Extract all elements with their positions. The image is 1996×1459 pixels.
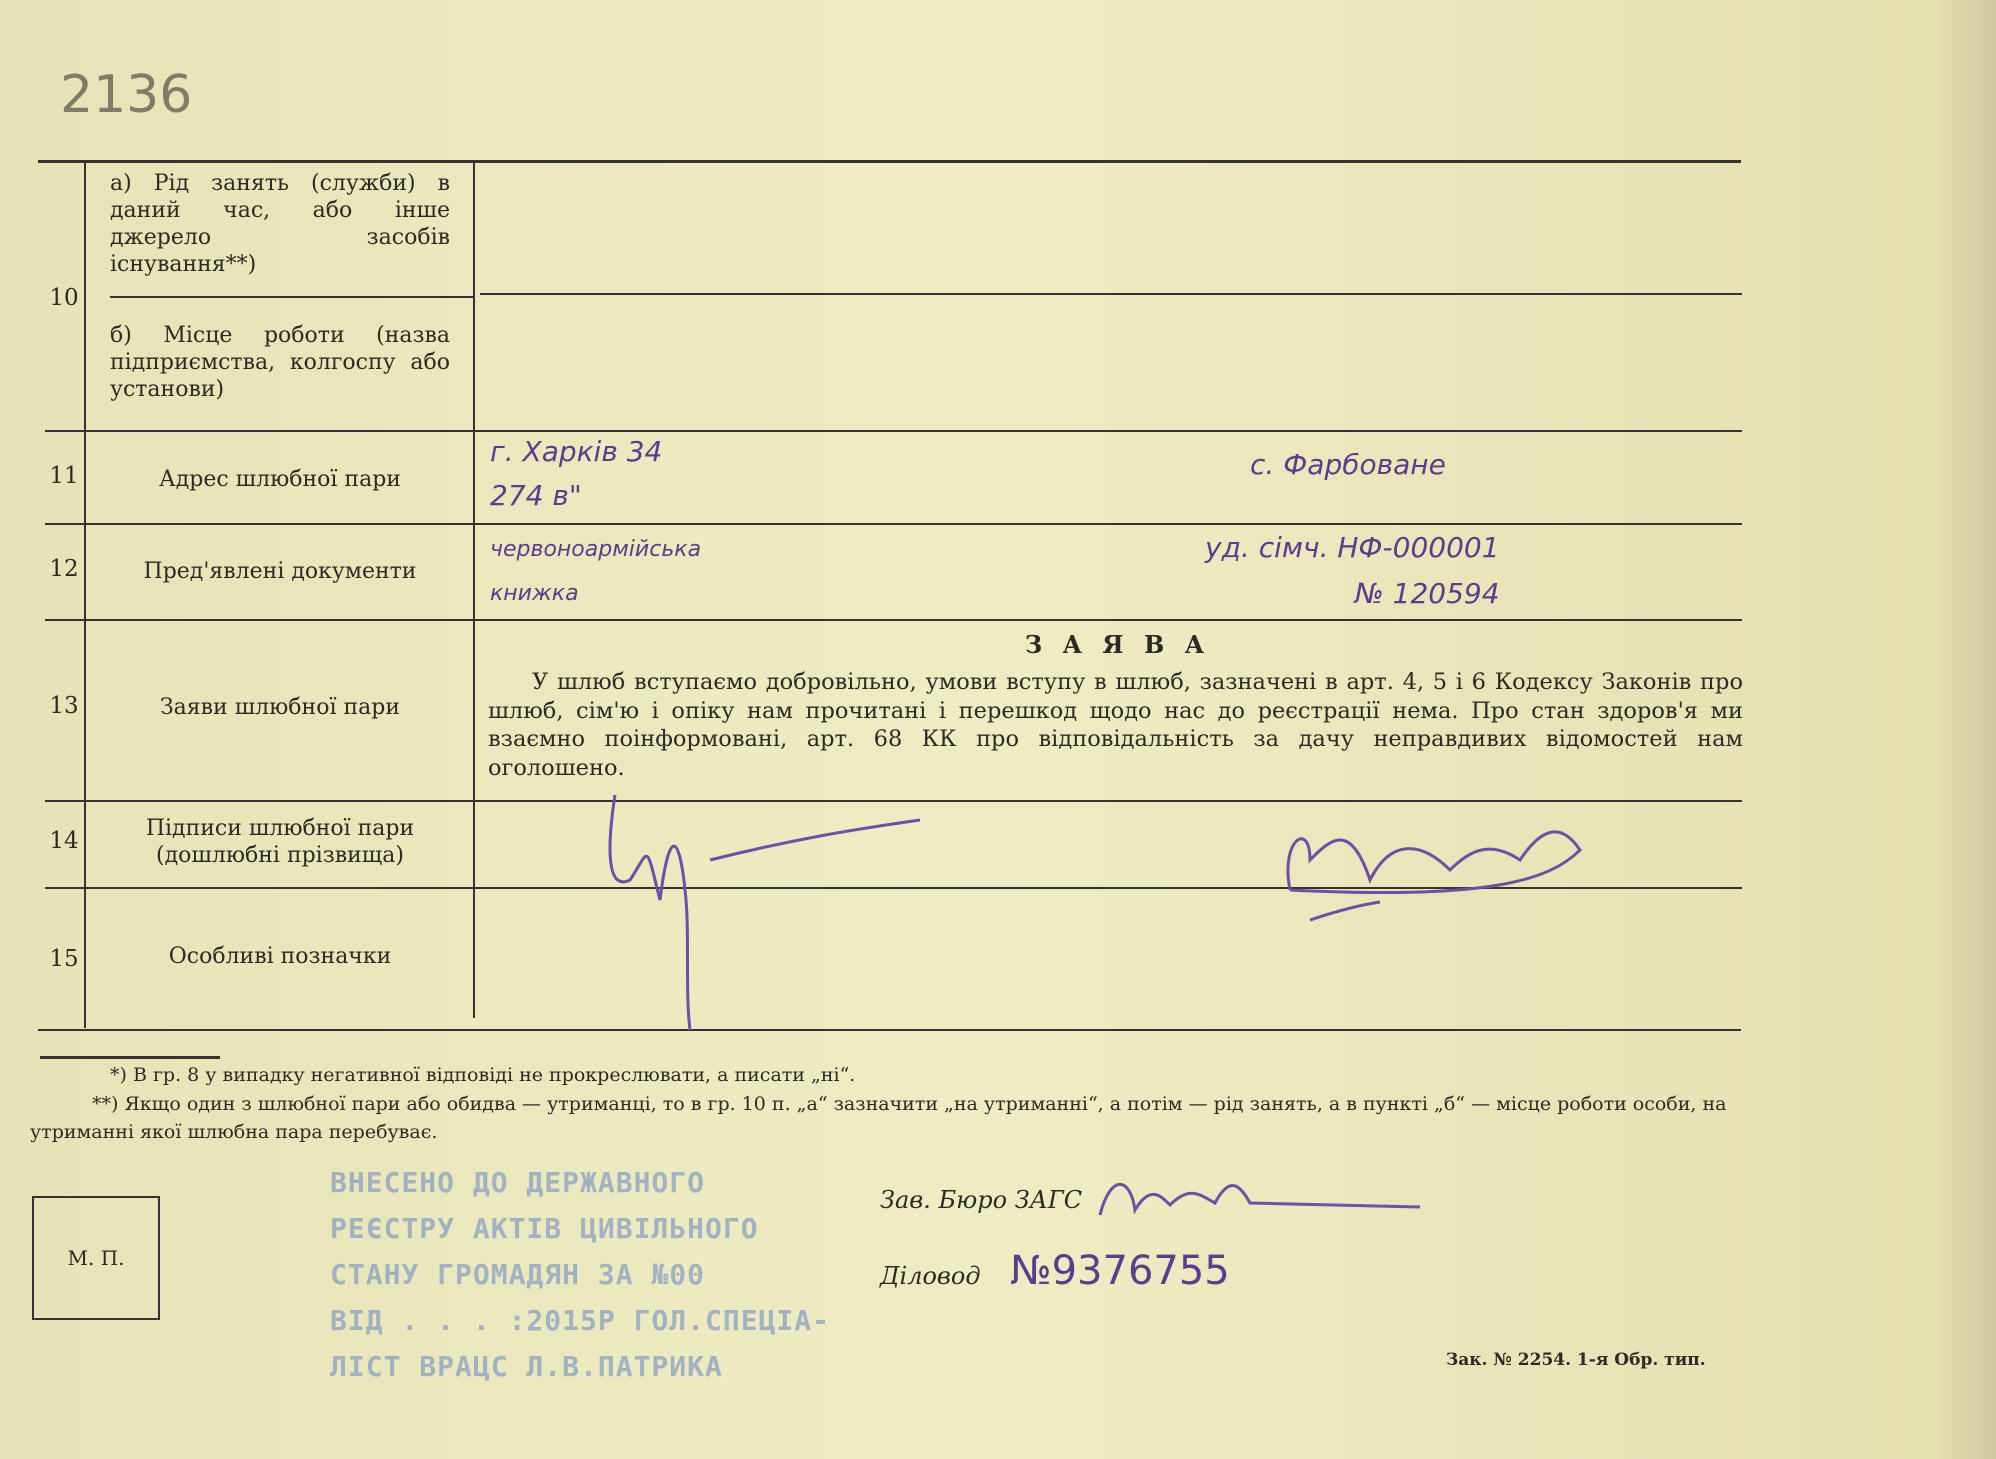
documents-handwritten: червоноармійська книжка xyxy=(490,537,702,606)
statement-heading: З А Я В А xyxy=(1024,630,1211,659)
row-divider xyxy=(45,430,1742,432)
row-divider xyxy=(110,296,474,298)
statement-text: У шлюб вступаємо добровільно, умови вступу в шлюб, зазначені в арт. 4, 5 і 6 Кодексу Законів про шлюб, сім'ю і опіку нам прочитані і перешкод щодо нас до реєстрації нема. Про стан здоров'я ми взаємно поінформовані, арт. 68 КК про відповідальність за дачу неправдивих відомостей нам оголошено. xyxy=(488,669,1743,781)
seal-box xyxy=(32,1196,160,1320)
footnote-1: *) В гр. 8 у випадку негативної відповіді не прокреслювати, а писати „ні“. xyxy=(110,1064,856,1086)
row-divider xyxy=(480,293,1742,295)
label-column-divider xyxy=(473,162,475,1018)
row-label: Особливі позначки xyxy=(168,944,392,969)
row-label: б) Місце роботи (назва підприємства, колгоспу або установи) xyxy=(110,323,450,402)
row-label: Пред'явлені документи xyxy=(143,559,417,584)
head-label: Зав. Бюро ЗАГС xyxy=(880,1186,1083,1214)
documents-id-handwritten: уд. сімч. НФ-000001 № 120594 xyxy=(1205,531,1500,610)
footnote-2: **) Якщо один з шлюбної пари або обидва — утриманці, то в гр. 10 п. „а“ зазначити „на утриманні“, а потім — рід занять, а в пункті „б“ — місце роботи особи, на утриманні якої шлюбна пара перебуває. xyxy=(30,1093,1727,1143)
footnote-divider xyxy=(40,1056,220,1059)
row-label: Підписи шлюбної пари (дошлюбні прізвища) xyxy=(145,816,415,868)
row-number: 10 xyxy=(49,285,79,311)
row-number: 11 xyxy=(49,463,79,489)
row-label: Заяви шлюбної пари xyxy=(159,695,401,720)
clerk-label: Діловод xyxy=(880,1262,981,1290)
seal-label: М. П. xyxy=(67,1246,125,1270)
row-number: 13 xyxy=(49,693,79,719)
archive-mark: 2136 xyxy=(60,65,193,125)
row-number: 12 xyxy=(49,556,79,582)
registry-stamp xyxy=(330,1160,830,1390)
address-handwritten: г. Харків 34 274 в" xyxy=(490,435,663,512)
row-number: 14 xyxy=(49,828,79,854)
stamp-line: ВНЕСЕНО ДО ДЕРЖАВНОГО xyxy=(330,1166,706,1199)
stamp-line: ЛІСТ ВРАЦС Л.В.ПАТРИКА xyxy=(330,1350,723,1383)
signatures xyxy=(590,780,1610,1040)
table-top-border xyxy=(38,160,1741,163)
row-number: 15 xyxy=(49,946,79,972)
row-divider xyxy=(45,619,1742,621)
address-village-handwritten: с. Фарбоване xyxy=(1250,448,1446,481)
registry-number-handwritten: №9376755 xyxy=(1010,1248,1230,1294)
stamp-line: РЕЄСТРУ АКТІВ ЦИВІЛЬНОГО xyxy=(330,1212,759,1245)
row-label: а) Рід занять (служби) в даний час, або інше джерело засобів існування**) xyxy=(110,171,450,277)
print-info: Зак. № 2254. 1-я Обр. тип. xyxy=(1446,1350,1706,1370)
head-signature xyxy=(1090,1165,1430,1225)
stamp-line: СТАНУ ГРОМАДЯН ЗА №00 xyxy=(330,1258,706,1291)
stamp-line: ВІД . . . :2015Р ГОЛ.СПЕЦІА- xyxy=(330,1304,831,1337)
row-label: Адрес шлюбної пари xyxy=(159,467,401,492)
